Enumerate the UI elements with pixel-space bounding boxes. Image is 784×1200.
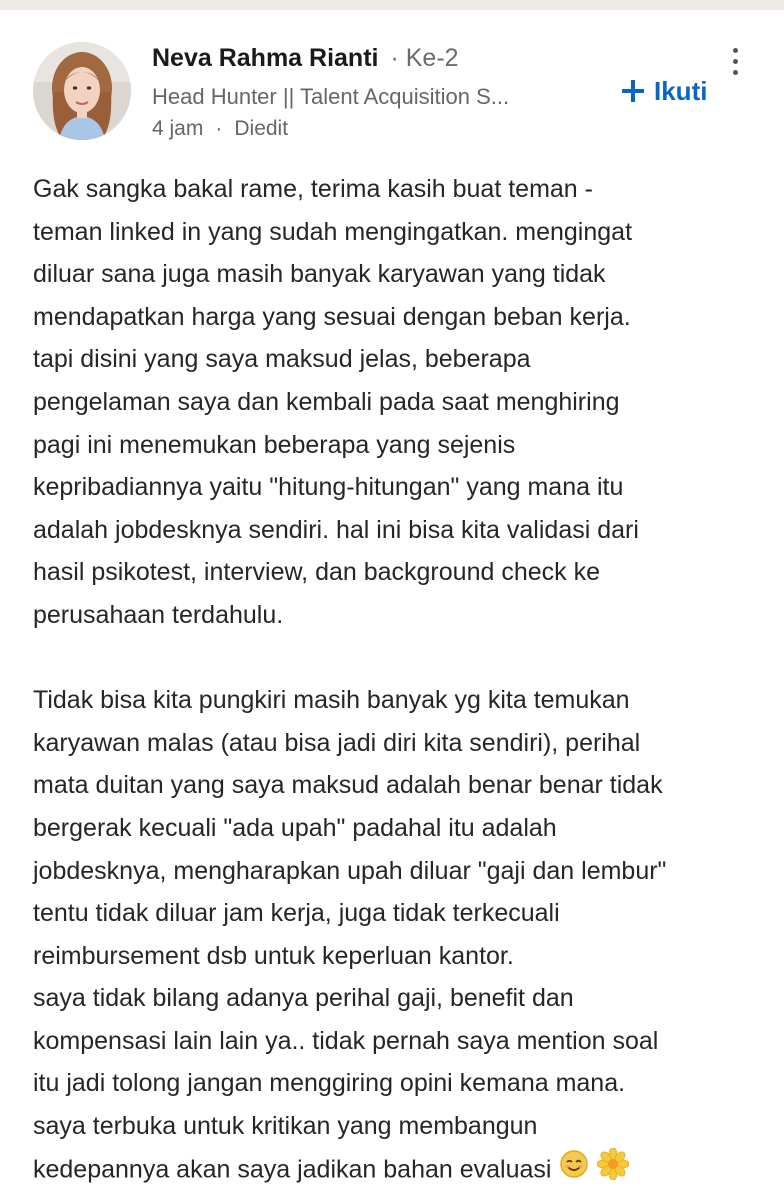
post-line: itu jadi tolong jangan menggiring opini kemana mana. (33, 1069, 626, 1098)
meta-separator: · (215, 117, 223, 140)
post-line: jobdesknya, mengharapkan upah diluar "gaji dan lembur" (33, 856, 667, 885)
author-headline: Head Hunter || Talent Acquisition S... (152, 84, 510, 109)
connection-degree: · Ke-2 (390, 44, 459, 72)
post-line-last (33, 1148, 763, 1191)
post-line: mata duitan yang saya maksud adalah benar benar tidak (33, 771, 663, 800)
follow-button[interactable] (620, 74, 707, 108)
post-line: reimbursement dsb untuk keperluan kantor. (33, 941, 514, 970)
post-line-text: kedepannya akan saya jadikan bahan evaluasi (33, 1155, 552, 1184)
plus-icon (620, 78, 646, 104)
post-meta (152, 117, 288, 141)
post-line: bergerak kecuali "ada upah" padahal itu adalah (33, 813, 557, 842)
post-line: pagi ini menemukan beberapa yang sejenis (33, 430, 516, 459)
author-name-row (152, 44, 459, 78)
post-line: saya tidak bilang adanya perihal gaji, benefit dan (33, 984, 574, 1013)
post-line: diluar sana juga masih banyak karyawan yang tidak (33, 260, 606, 289)
post-line: perusahaan terdahulu. (33, 600, 284, 629)
more-vertical-icon (733, 42, 738, 75)
post-line: hasil psikotest, interview, dan background check ke (33, 558, 600, 587)
post-line: tapi disini yang saya maksud jelas, beberapa (33, 345, 531, 374)
post-line: teman linked in yang sudah mengingatkan. mengingat (33, 217, 633, 246)
post-line: Gak sangka bakal rame, terima kasih buat teman - (33, 175, 593, 203)
post-line: Tidak bisa kita pungkiri masih banyak yg kita temukan (33, 686, 630, 715)
edited-label: Diedit (234, 117, 289, 140)
post-line: mendapatkan harga yang sesuai dengan beban kerja. (33, 302, 631, 331)
smiling-face-icon (559, 1149, 589, 1193)
post-line: tentu tidak diluar jam kerja, juga tidak terkecuali (33, 899, 560, 928)
follow-label: Ikuti (654, 75, 708, 106)
post-line: kepribadiannya yaitu "hitung-hitungan" yang mana itu (33, 473, 624, 502)
more-options-button[interactable] (720, 42, 750, 78)
post-line: pengelaman saya dan kembali pada saat menghiring (33, 387, 620, 416)
avatar[interactable] (33, 42, 131, 140)
author-name[interactable]: Neva Rahma Rianti (152, 44, 379, 72)
paragraph-break (33, 637, 763, 680)
profile-photo (33, 42, 131, 140)
post-line: adalah jobdesknya sendiri. hal ini bisa kita validasi dari (33, 515, 639, 544)
post-time: 4 jam (152, 117, 204, 140)
blossom-icon (597, 1148, 629, 1194)
post-body (33, 168, 763, 1190)
post-line: kompensasi lain lain ya.. tidak pernah saya mention soal (33, 1026, 659, 1055)
post-line: karyawan malas (atau bisa jadi diri kita sendiri), perihal (33, 728, 641, 757)
post-line: saya terbuka untuk kritikan yang membangun (33, 1112, 538, 1141)
top-divider (0, 0, 784, 10)
